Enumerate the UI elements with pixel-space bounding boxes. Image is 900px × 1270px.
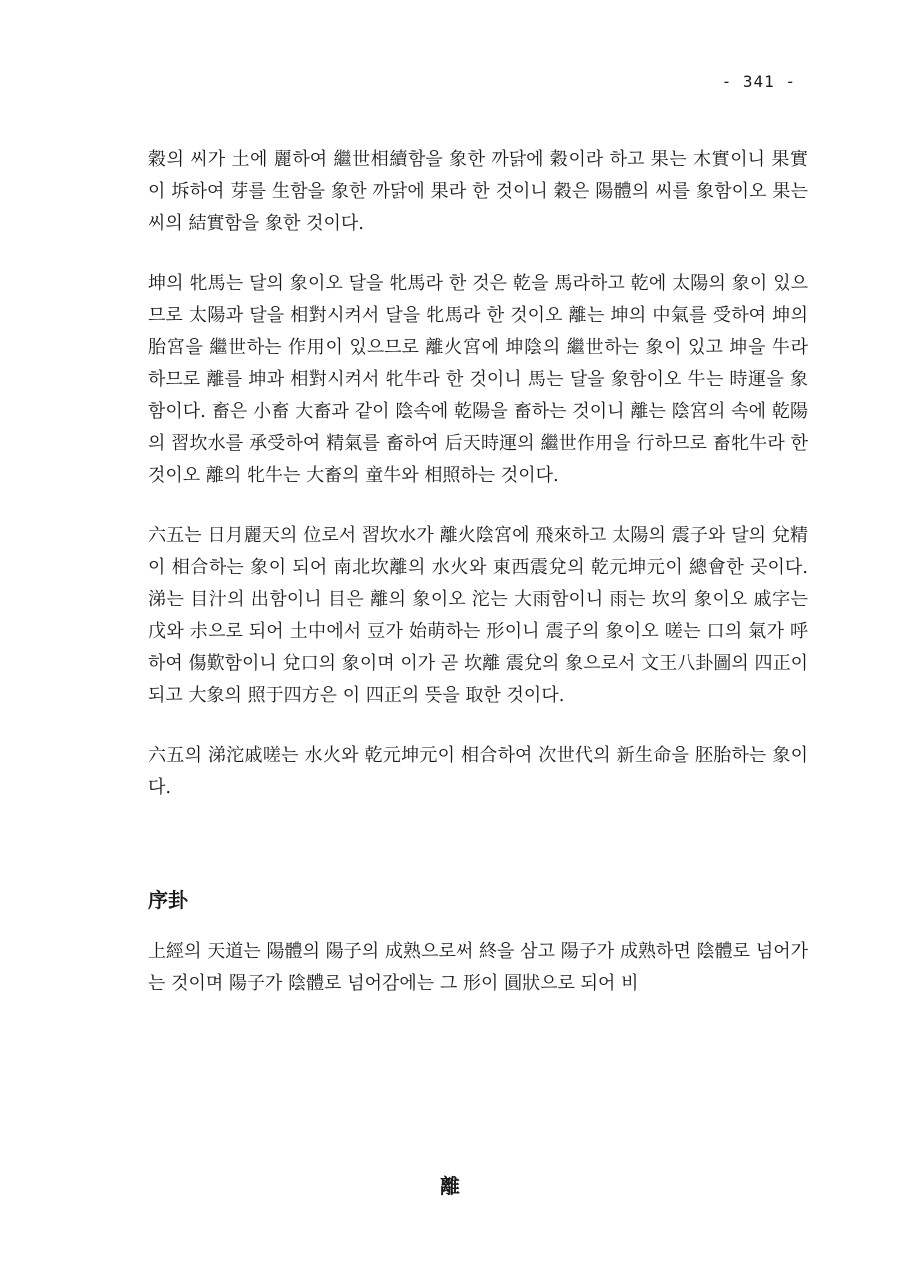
paragraph-mare: 坤의 牝馬는 달의 象이오 달을 牝馬라 한 것은 乾을 馬라하고 乾에 太陽의 象이 있으므로 太陽과 달을 相對시켜서 달을 牝馬라 한 것이오 離는 坤의 中氣를 受하여 坤의 胎宮을 繼世하는 作用이 있으므로 離火宮에 坤陰의 繼世하는 象이 있고 坤을 牛라 하므로 離를 坤과 相對시켜서 牝牛라 한 것이니 馬는 달을 象함이오 牛는 時運을 象함이다. 畜은 小畜 大畜과 같이 陰속에 乾陽을 畜하는 것이니 離는 陰宮의 속에 乾陽의 習坎水를 承受하여 精氣를 畜하여 后天時運의 繼世作用을 行하므로 畜牝牛라 한 것이오 離의 牝牛는 大畜의 童牛와 相照하는 것이다. xyxy=(148,273,808,486)
document-body xyxy=(148,144,808,1000)
section-title: 序卦 xyxy=(148,888,188,912)
page-number: - 341 - xyxy=(721,72,796,91)
footer-label: 離 xyxy=(440,1174,460,1198)
paragraph-six-five-summary: 六五의 涕沱戚嗟는 水火와 乾元坤元이 相合하여 次世代의 新生命을 胚胎하는 象이다. xyxy=(148,745,808,798)
paragraph-grain-fruit: 穀의 씨가 土에 麗하여 繼世相續함을 象한 까닭에 穀이라 하고 果는 木實이니 果實이 坼하여 芽를 生함을 象한 까닭에 果라 한 것이니 穀은 陽體의 씨를 象함이오 果는 씨의 結實함을 象한 것이다. xyxy=(148,149,808,234)
paragraph-sequence: 上經의 天道는 陽體의 陽子의 成熟으로써 終을 삼고 陽子가 成熟하면 陰體로 넘어가는 것이며 陽子가 陰體로 넘어감에는 그 形이 圓狀으로 되어 비 xyxy=(148,941,808,994)
paragraph-six-five: 六五는 日月麗天의 位로서 習坎水가 離火陰宮에 飛來하고 太陽의 震子와 달의 兌精이 相合하는 象이 되어 南北坎離의 水火와 東西震兌의 乾元坤元이 總會한 곳이다. 涕는 目汁의 出함이니 目은 離의 象이오 沱는 大雨함이니 雨는 坎의 象이오 戚字는 戊와 尗으로 되어 土中에서 豆가 始萌하는 形이니 震子의 象이오 嗟는 口의 氣가 呼하여 傷歎함이니 兌口의 象이며 이가 곧 坎離 震兌의 象으로서 文王八卦圖의 四正이 되고 大象의 照于四方은 이 四正의 뜻을 取한 것이다. xyxy=(148,525,808,706)
